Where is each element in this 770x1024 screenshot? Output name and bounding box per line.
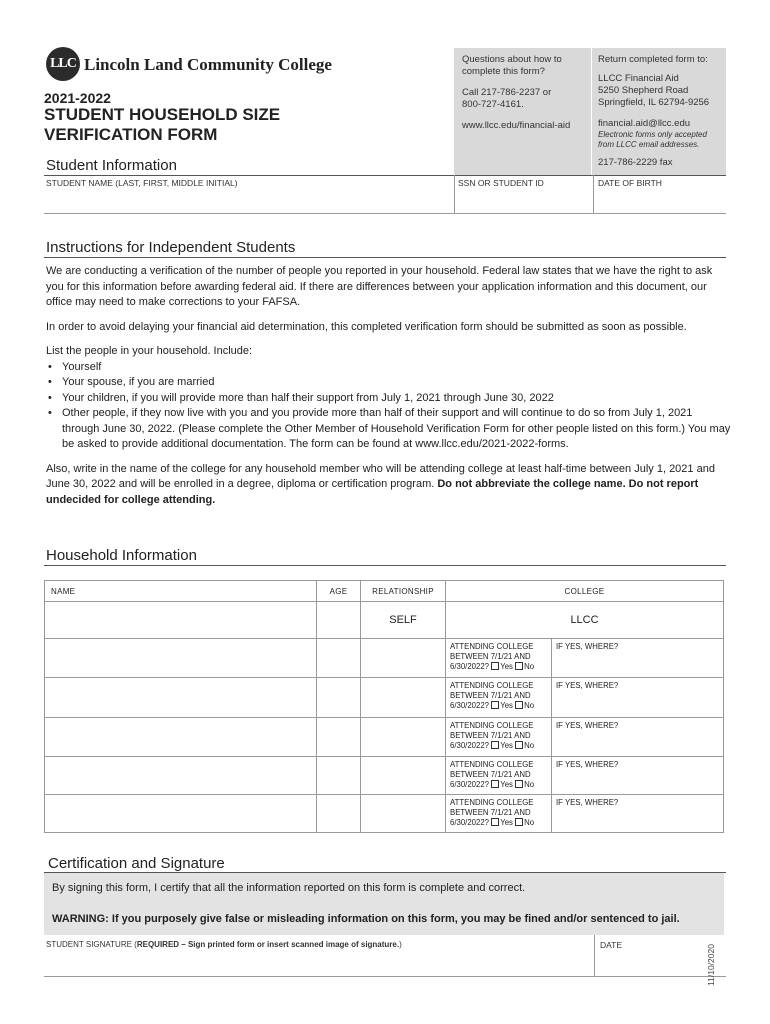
col-age: AGE <box>317 581 361 602</box>
age-cell[interactable] <box>317 718 361 757</box>
no-checkbox[interactable] <box>515 662 523 670</box>
name-cell[interactable] <box>45 718 317 757</box>
ssn-field[interactable] <box>456 190 591 212</box>
warning-text: WARNING: If you purposely give false or misleading information on this form, you may be fined and/or sentenced to jail. <box>52 913 680 925</box>
date-label: DATE <box>600 940 623 950</box>
dob-label: DATE OF BIRTH <box>598 178 662 188</box>
col-college: COLLEGE <box>446 581 724 602</box>
table-row: ATTENDING COLLEGE BETWEEN 7/1/21 AND 6/30/2022? Yes No IF YES, WHERE? <box>45 639 724 678</box>
student-name-field[interactable] <box>44 190 452 212</box>
if-yes-where-field[interactable]: IF YES, WHERE? <box>552 795 724 833</box>
household-heading: Household Information <box>46 547 197 564</box>
student-info-heading: Student Information <box>46 157 177 174</box>
relationship-cell[interactable] <box>361 678 446 718</box>
certification-statement: By signing this form, I certify that all the information reported on this form is complete and correct. <box>52 882 526 894</box>
col-name: NAME <box>45 581 317 602</box>
no-checkbox[interactable] <box>515 701 523 709</box>
list-item: • Your children, if you will provide more than half their support from July 1, 2021 through June 30, 2022 <box>46 391 731 407</box>
table-row: ATTENDING COLLEGE BETWEEN 7/1/21 AND 6/30/2022? Yes No IF YES, WHERE? <box>45 757 724 795</box>
instructions-text: We are conducting a verification of the number of people you reported in your household. Federal law states that we have the right to ask you for this information before awarding federal aid. If there are differences between your application information and this document, our office may need to make corrections to your FAFSA. In order to avoid delaying your financial aid determination, this completed verification form should be submitted as soon as possible. List the people in your household. Include: • Yourself • Your spouse, if you are married • Your children, if you will provide more than half their support from July 1, 2021 through June 30, 2022 • Other people, if they now live with you and you provide more than half of their support and will continue to do so from July 1, 2021 through June 30, 2022. (Please complete the Other Member of Household Verification Form for other people listed on this form.) You may be asked to provide additional documentation. The form can be found at www.llcc.edu/2021-2022-forms. Also, write in the name of the college for any household member who will be attending college at least half-time between July 1, 2021 and June 30, 2022 and will be enrolled in a degree, diploma or certification program. Do not abbreviate the college name. Do not report undecided for college attending. <box>46 264 731 508</box>
dob-field[interactable] <box>595 190 725 212</box>
relationship-cell[interactable] <box>361 757 446 795</box>
household-table <box>44 580 724 833</box>
age-cell[interactable] <box>317 795 361 833</box>
certification-box <box>44 873 724 935</box>
relationship-cell[interactable] <box>361 795 446 833</box>
age-cell[interactable] <box>317 757 361 795</box>
instructions-heading: Instructions for Independent Students <box>46 239 296 256</box>
website-link[interactable]: www.llcc.edu/financial-aid <box>462 120 571 131</box>
form-title: STUDENT HOUSEHOLD SIZE VERIFICATION FORM <box>44 105 281 144</box>
age-cell[interactable] <box>317 602 361 639</box>
relationship-cell: SELF <box>361 602 446 639</box>
yes-checkbox[interactable] <box>491 818 499 826</box>
yes-checkbox[interactable] <box>491 780 499 788</box>
relationship-cell[interactable] <box>361 639 446 678</box>
table-row: ATTENDING COLLEGE BETWEEN 7/1/21 AND 6/30/2022? Yes No IF YES, WHERE? <box>45 678 724 718</box>
include-list <box>46 360 731 453</box>
college-name: Lincoln Land Community College <box>84 55 332 74</box>
list-item: • Yourself <box>46 360 731 376</box>
name-cell[interactable] <box>45 602 317 639</box>
list-item: • Other people, if they now live with you and you provide more than half of their support and will continue to do so from July 1, 2021 through June 30, 2022. (Please complete the Other Member of Household Verification Form for other people listed on this form.) You may be asked to provide additional documentation. The form can be found at www.llcc.edu/2021-2022-forms. <box>46 406 731 453</box>
no-checkbox[interactable] <box>515 780 523 788</box>
email-link[interactable]: financial.aid@llcc.edu <box>598 118 691 129</box>
no-checkbox[interactable] <box>515 741 523 749</box>
no-checkbox[interactable] <box>515 818 523 826</box>
form-year: 2021-2022 <box>44 90 111 106</box>
signature-label: STUDENT SIGNATURE (REQUIRED – Sign printed form or insert scanned image of signature.) <box>46 940 402 949</box>
ssn-label: SSN OR STUDENT ID <box>458 178 544 188</box>
relationship-cell[interactable] <box>361 718 446 757</box>
col-relationship: RELATIONSHIP <box>361 581 446 602</box>
yes-checkbox[interactable] <box>491 662 499 670</box>
yes-checkbox[interactable] <box>491 701 499 709</box>
revision-date: 11/10/2020 <box>706 944 716 986</box>
table-row <box>45 602 724 639</box>
list-item: • Your spouse, if you are married <box>46 375 731 391</box>
certification-heading: Certification and Signature <box>48 855 225 872</box>
date-field[interactable] <box>597 952 724 974</box>
college-cell: LLCC <box>446 602 724 639</box>
age-cell[interactable] <box>317 678 361 718</box>
contact-box: Questions about how to complete this form? Call 217-786-2237 or 800-727-4161. www.llcc.edu/financial-aid Return completed form to: LLCC Financial Aid 5250 Shepherd Road Springfield, IL 62794-9256 financial.aid@llcc.edu Electronic forms only accepted from LLCC email addresses. 217-786-2229 fax <box>454 48 726 175</box>
name-cell[interactable] <box>45 795 317 833</box>
if-yes-where-field[interactable]: IF YES, WHERE? <box>552 678 724 718</box>
name-cell[interactable] <box>45 757 317 795</box>
if-yes-where-field[interactable]: IF YES, WHERE? <box>552 639 724 678</box>
name-cell[interactable] <box>45 678 317 718</box>
table-row: ATTENDING COLLEGE BETWEEN 7/1/21 AND 6/30/2022? Yes No IF YES, WHERE? <box>45 718 724 757</box>
table-row: ATTENDING COLLEGE BETWEEN 7/1/21 AND 6/30/2022? Yes No IF YES, WHERE? <box>45 795 724 833</box>
yes-checkbox[interactable] <box>491 741 499 749</box>
student-name-label: STUDENT NAME (LAST, FIRST, MIDDLE INITIAL) <box>46 178 238 188</box>
age-cell[interactable] <box>317 639 361 678</box>
if-yes-where-field[interactable]: IF YES, WHERE? <box>552 718 724 757</box>
college-logo-icon: LLC <box>46 47 80 81</box>
if-yes-where-field[interactable]: IF YES, WHERE? <box>552 757 724 795</box>
signature-field[interactable] <box>44 952 592 974</box>
name-cell[interactable] <box>45 639 317 678</box>
